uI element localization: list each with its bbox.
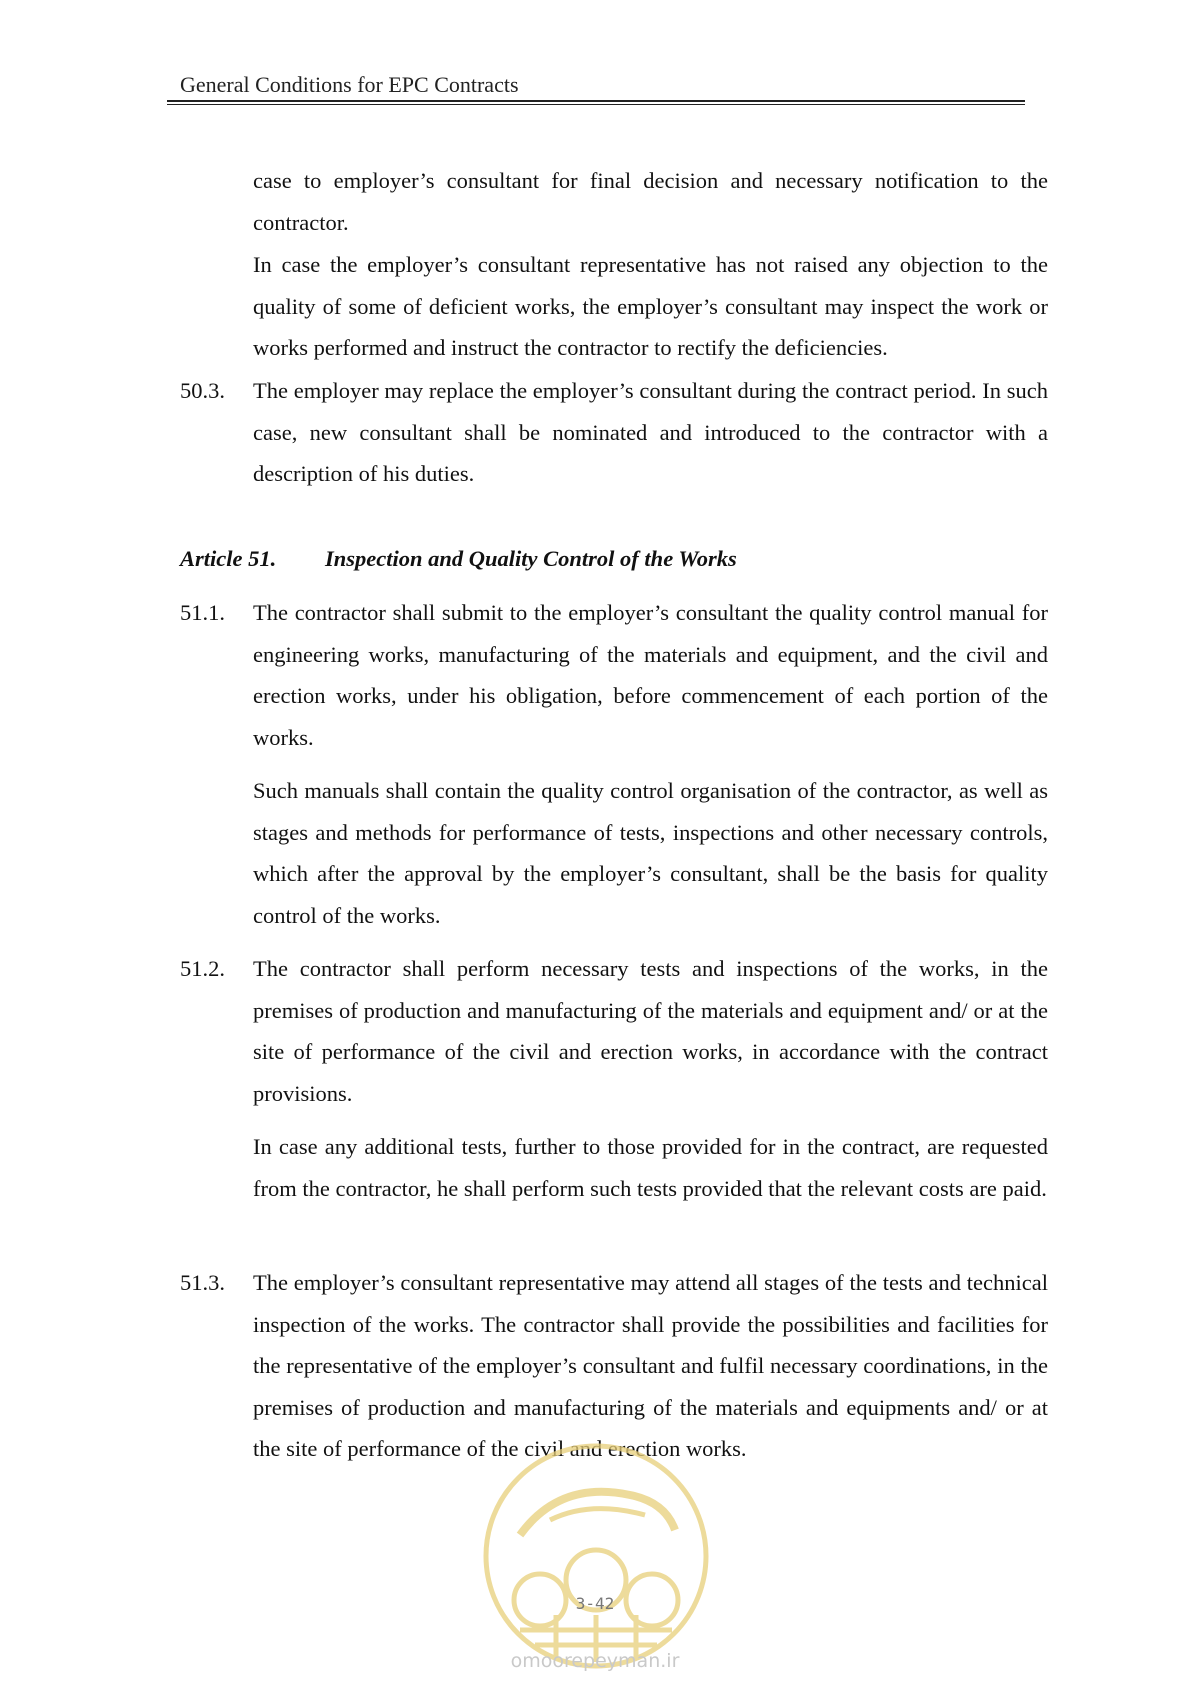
- watermark-seal-icon: [480, 1440, 712, 1672]
- clause-number-50-3: 50.3.: [180, 378, 225, 403]
- clause-number-51-3: 51.3.: [180, 1270, 225, 1295]
- running-header: General Conditions for EPC Contracts: [180, 72, 519, 97]
- header-rule-thick: [167, 100, 1025, 102]
- clause-51-2-paragraph-2: In case any additional tests, further to those provided for in the contract, are requested from the contractor, he shall perform such tests provided that the relevant costs are paid.: [253, 1134, 1048, 1201]
- paragraph-objection: In case the employer’s consultant representative has not raised any objection to the quality of some of deficient works, the employer’s consultant may inspect the work or works performed and instruct the contractor to rectify the deficiencies.: [253, 252, 1048, 360]
- watermark-site-text: omoorepeyman.ir: [510, 1650, 680, 1672]
- clause-51-1-paragraph-2: Such manuals shall contain the quality control organisation of the contractor, as well as stages and methods for performance of tests, inspections and other necessary controls, which after the approval by the employer’s consultant, shall be the basis for quality control of the works.: [253, 778, 1048, 928]
- page-number: 3-42: [575, 1594, 615, 1613]
- clause-number-51-1: 51.1.: [180, 600, 225, 625]
- clause-51-1-text: The contractor shall submit to the employer’s consultant the quality control manual for engineering works, manufacturing of the materials and equipment, and the civil and erection works, under his obligation, before commencement of each portion of the works.: [253, 600, 1048, 750]
- paragraph-continuation: case to employer’s consultant for final decision and necessary notification to the contractor.: [253, 168, 1048, 235]
- article-title: Inspection and Quality Control of the Works: [325, 546, 737, 571]
- header-rule-thin: [167, 104, 1025, 105]
- clause-51-3-text: The employer’s consultant representative may attend all stages of the tests and technical inspection of the works. The contractor shall provide the possibilities and facilities for the representative of the employer’s consultant and fulfil necessary coordinations, in the premises of production and manufacturing of the materials and equipments and/ or at the site of performance of the civil and erection works.: [253, 1270, 1048, 1461]
- clause-50-3-text: The employer may replace the employer’s consultant during the contract period. In such case, new consultant shall be nominated and introduced to the contractor with a description of his duties.: [253, 378, 1048, 486]
- article-number: Article 51.: [180, 546, 277, 571]
- clause-number-51-2: 51.2.: [180, 956, 225, 981]
- clause-51-2-text: The contractor shall perform necessary tests and inspections of the works, in the premises of production and manufacturing of the materials and equipment and/ or at the site of performance of the civil and erection works, in accordance with the contract provisions.: [253, 956, 1048, 1106]
